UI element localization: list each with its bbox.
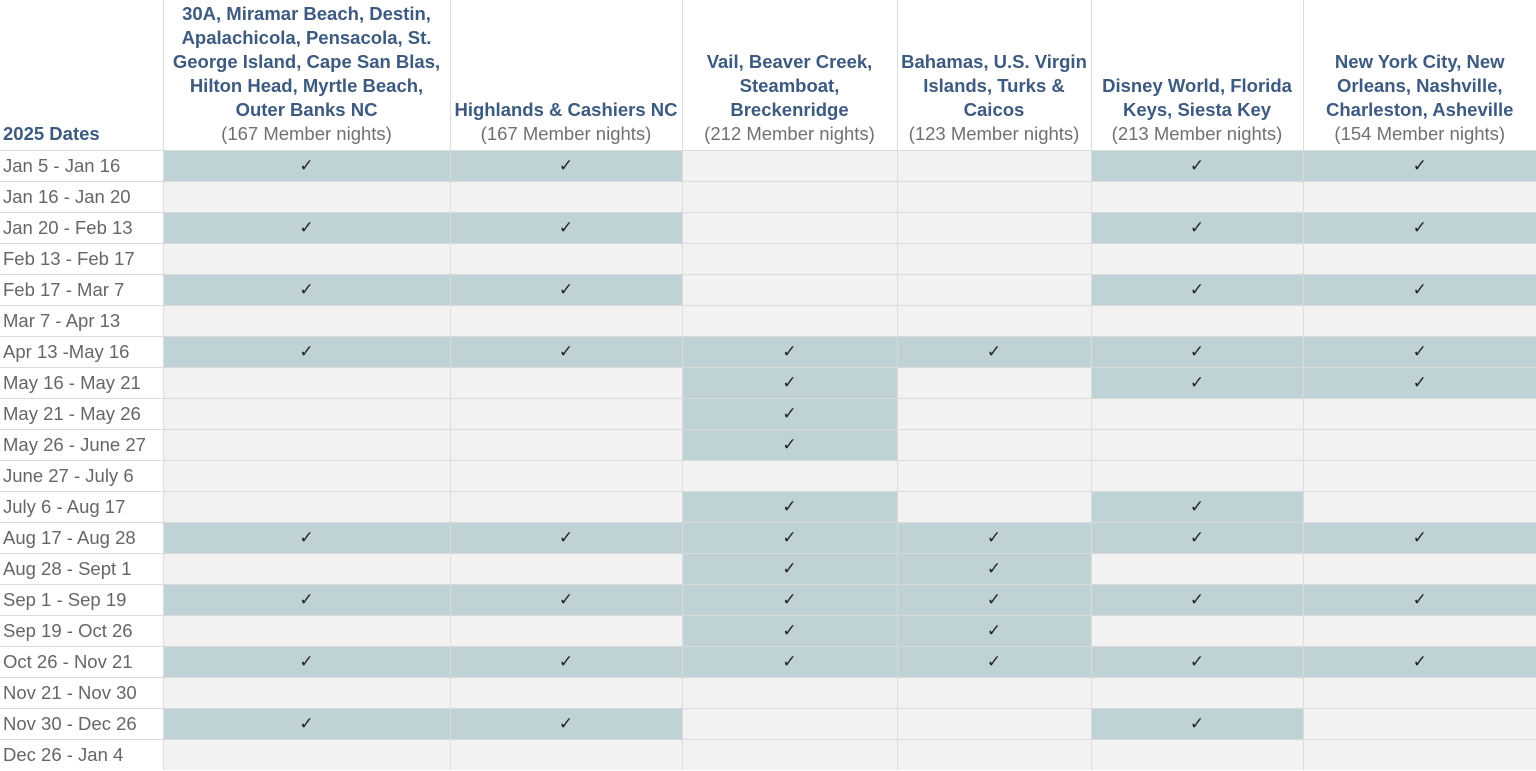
unavailable-cell xyxy=(897,461,1091,492)
unavailable-cell xyxy=(897,213,1091,244)
destination-name: Bahamas, U.S. Virgin Islands, Turks & Caicos xyxy=(901,51,1087,120)
unavailable-cell xyxy=(450,399,682,430)
unavailable-cell xyxy=(682,678,897,709)
check-icon: ✓ xyxy=(1412,156,1427,175)
available-cell xyxy=(450,585,682,616)
unavailable-cell xyxy=(163,678,450,709)
check-icon: ✓ xyxy=(986,621,1002,640)
date-range-cell: Oct 26 - Nov 21 xyxy=(0,647,163,678)
available-cell xyxy=(1091,709,1303,740)
check-icon: ✓ xyxy=(1189,373,1205,392)
check-icon: ✓ xyxy=(299,218,314,237)
unavailable-cell xyxy=(1303,740,1536,771)
unavailable-cell xyxy=(1091,554,1303,585)
unavailable-cell xyxy=(897,430,1091,461)
check-icon: ✓ xyxy=(558,714,574,733)
available-cell xyxy=(682,337,897,368)
table-row xyxy=(0,585,1536,616)
table-row xyxy=(0,523,1536,554)
check-icon: ✓ xyxy=(782,528,797,547)
header-row xyxy=(0,0,1536,151)
date-range-cell: Feb 13 - Feb 17 xyxy=(0,244,163,275)
date-range-cell: Jan 20 - Feb 13 xyxy=(0,213,163,244)
available-cell xyxy=(450,213,682,244)
check-icon: ✓ xyxy=(558,652,574,671)
table-row xyxy=(0,461,1536,492)
table-row xyxy=(0,275,1536,306)
date-range-cell: May 26 - June 27 xyxy=(0,430,163,461)
unavailable-cell xyxy=(682,709,897,740)
unavailable-cell xyxy=(163,740,450,771)
table-row xyxy=(0,213,1536,244)
available-cell xyxy=(682,492,897,523)
available-cell xyxy=(1303,585,1536,616)
unavailable-cell xyxy=(163,399,450,430)
date-range-cell: Aug 28 - Sept 1 xyxy=(0,554,163,585)
check-icon: ✓ xyxy=(1412,528,1427,547)
available-cell xyxy=(682,399,897,430)
unavailable-cell xyxy=(450,244,682,275)
date-range-cell: Sep 19 - Oct 26 xyxy=(0,616,163,647)
unavailable-cell xyxy=(450,306,682,337)
unavailable-cell xyxy=(163,306,450,337)
available-cell xyxy=(682,647,897,678)
available-cell xyxy=(450,275,682,306)
check-icon: ✓ xyxy=(1189,652,1205,671)
member-nights: (167 Member nights) xyxy=(221,123,392,144)
unavailable-cell xyxy=(1091,306,1303,337)
check-icon: ✓ xyxy=(986,652,1002,671)
unavailable-cell xyxy=(450,678,682,709)
check-icon: ✓ xyxy=(986,528,1002,547)
available-cell xyxy=(163,275,450,306)
check-icon: ✓ xyxy=(1189,156,1205,175)
check-icon: ✓ xyxy=(782,621,797,640)
available-cell xyxy=(1091,585,1303,616)
unavailable-cell xyxy=(163,554,450,585)
unavailable-cell xyxy=(1303,709,1536,740)
check-icon: ✓ xyxy=(299,342,314,361)
available-cell xyxy=(1303,151,1536,182)
check-icon: ✓ xyxy=(1189,714,1205,733)
destination-header-3 xyxy=(682,0,897,151)
check-icon: ✓ xyxy=(986,590,1002,609)
available-cell xyxy=(897,585,1091,616)
available-cell xyxy=(1303,213,1536,244)
unavailable-cell xyxy=(163,244,450,275)
unavailable-cell xyxy=(450,616,682,647)
destination-header-4 xyxy=(897,0,1091,151)
available-cell xyxy=(450,151,682,182)
destination-header-2 xyxy=(450,0,682,151)
unavailable-cell xyxy=(1303,244,1536,275)
unavailable-cell xyxy=(897,368,1091,399)
unavailable-cell xyxy=(163,461,450,492)
unavailable-cell xyxy=(163,430,450,461)
unavailable-cell xyxy=(163,368,450,399)
unavailable-cell xyxy=(682,461,897,492)
check-icon: ✓ xyxy=(1412,342,1427,361)
available-cell xyxy=(1091,151,1303,182)
unavailable-cell xyxy=(450,182,682,213)
available-cell xyxy=(1091,492,1303,523)
date-range-cell: Mar 7 - Apr 13 xyxy=(0,306,163,337)
check-icon: ✓ xyxy=(782,435,797,454)
member-nights: (212 Member nights) xyxy=(704,123,875,144)
check-icon: ✓ xyxy=(558,218,574,237)
unavailable-cell xyxy=(682,244,897,275)
unavailable-cell xyxy=(450,368,682,399)
available-cell xyxy=(450,647,682,678)
unavailable-cell xyxy=(1091,244,1303,275)
available-cell xyxy=(1091,647,1303,678)
available-cell xyxy=(682,430,897,461)
available-cell xyxy=(1303,368,1536,399)
check-icon: ✓ xyxy=(1412,373,1427,392)
date-range-cell: Apr 13 -May 16 xyxy=(0,337,163,368)
available-cell xyxy=(897,647,1091,678)
unavailable-cell xyxy=(1091,461,1303,492)
table-row xyxy=(0,306,1536,337)
available-cell xyxy=(1091,275,1303,306)
unavailable-cell xyxy=(1303,678,1536,709)
available-cell xyxy=(897,616,1091,647)
unavailable-cell xyxy=(450,430,682,461)
date-range-cell: Jan 5 - Jan 16 xyxy=(0,151,163,182)
available-cell xyxy=(682,585,897,616)
available-cell xyxy=(1303,523,1536,554)
check-icon: ✓ xyxy=(782,590,797,609)
destination-name: 30A, Miramar Beach, Destin, Apalachicola, Pensacola, St. George Island, Cape San Blas, Hilton Head, Myrtle Beach, Outer Banks NC xyxy=(172,3,441,120)
check-icon: ✓ xyxy=(782,559,797,578)
member-nights: (213 Member nights) xyxy=(1111,123,1283,144)
check-icon: ✓ xyxy=(1412,590,1427,609)
unavailable-cell xyxy=(1303,616,1536,647)
unavailable-cell xyxy=(1303,492,1536,523)
available-cell xyxy=(1303,337,1536,368)
check-icon: ✓ xyxy=(782,404,797,423)
check-icon: ✓ xyxy=(1412,218,1427,237)
available-cell xyxy=(1091,213,1303,244)
check-icon: ✓ xyxy=(1189,280,1205,299)
destination-header-1 xyxy=(163,0,450,151)
available-cell xyxy=(1303,647,1536,678)
unavailable-cell xyxy=(897,151,1091,182)
table-header xyxy=(0,0,1536,151)
check-icon: ✓ xyxy=(782,652,797,671)
unavailable-cell xyxy=(897,275,1091,306)
destination-name: Vail, Beaver Creek, Steamboat, Breckenridge xyxy=(706,51,873,120)
check-icon: ✓ xyxy=(782,342,797,361)
available-cell xyxy=(163,337,450,368)
check-icon: ✓ xyxy=(558,280,574,299)
table-row xyxy=(0,151,1536,182)
destination-name: New York City, New Orleans, Nashville, Charleston, Asheville xyxy=(1326,51,1514,120)
unavailable-cell xyxy=(682,151,897,182)
destination-header-5 xyxy=(1091,0,1303,151)
table-row xyxy=(0,182,1536,213)
member-nights: (123 Member nights) xyxy=(908,123,1080,144)
check-icon: ✓ xyxy=(1189,218,1205,237)
check-icon: ✓ xyxy=(986,559,1002,578)
available-cell xyxy=(897,337,1091,368)
date-range-cell: Aug 17 - Aug 28 xyxy=(0,523,163,554)
unavailable-cell xyxy=(897,492,1091,523)
available-cell xyxy=(682,368,897,399)
check-icon: ✓ xyxy=(558,156,574,175)
member-nights: (167 Member nights) xyxy=(480,123,652,144)
unavailable-cell xyxy=(897,399,1091,430)
date-range-cell: Feb 17 - Mar 7 xyxy=(0,275,163,306)
unavailable-cell xyxy=(1091,182,1303,213)
unavailable-cell xyxy=(897,678,1091,709)
unavailable-cell xyxy=(450,740,682,771)
unavailable-cell xyxy=(897,306,1091,337)
table-row xyxy=(0,430,1536,461)
check-icon: ✓ xyxy=(558,342,574,361)
available-cell xyxy=(163,709,450,740)
unavailable-cell xyxy=(897,182,1091,213)
check-icon: ✓ xyxy=(1412,652,1427,671)
unavailable-cell xyxy=(1091,430,1303,461)
date-range-cell: Nov 21 - Nov 30 xyxy=(0,678,163,709)
available-cell xyxy=(450,523,682,554)
table-row xyxy=(0,399,1536,430)
table-row xyxy=(0,616,1536,647)
date-range-cell: Jan 16 - Jan 20 xyxy=(0,182,163,213)
available-cell xyxy=(450,709,682,740)
date-range-cell: June 27 - July 6 xyxy=(0,461,163,492)
table-row xyxy=(0,678,1536,709)
available-cell xyxy=(163,151,450,182)
check-icon: ✓ xyxy=(299,156,314,175)
available-cell xyxy=(1091,368,1303,399)
available-cell xyxy=(1091,337,1303,368)
check-icon: ✓ xyxy=(1189,590,1205,609)
unavailable-cell xyxy=(450,492,682,523)
check-icon: ✓ xyxy=(1412,280,1427,299)
check-icon: ✓ xyxy=(299,590,314,609)
check-icon: ✓ xyxy=(986,342,1002,361)
available-cell xyxy=(897,523,1091,554)
available-cell xyxy=(1303,275,1536,306)
check-icon: ✓ xyxy=(299,280,314,299)
available-cell xyxy=(897,554,1091,585)
date-range-cell: Dec 26 - Jan 4 xyxy=(0,740,163,771)
available-cell xyxy=(163,647,450,678)
unavailable-cell xyxy=(682,213,897,244)
date-range-cell: Nov 30 - Dec 26 xyxy=(0,709,163,740)
available-cell xyxy=(682,554,897,585)
check-icon: ✓ xyxy=(1189,497,1205,516)
check-icon: ✓ xyxy=(1189,528,1205,547)
table-row xyxy=(0,554,1536,585)
table-row xyxy=(0,337,1536,368)
check-icon: ✓ xyxy=(1189,342,1205,361)
check-icon: ✓ xyxy=(782,373,797,392)
date-range-cell: Sep 1 - Sep 19 xyxy=(0,585,163,616)
check-icon: ✓ xyxy=(299,652,314,671)
unavailable-cell xyxy=(1303,182,1536,213)
table-row xyxy=(0,647,1536,678)
unavailable-cell xyxy=(450,461,682,492)
unavailable-cell xyxy=(682,182,897,213)
available-cell xyxy=(682,523,897,554)
member-nights: (154 Member nights) xyxy=(1334,123,1506,144)
available-cell xyxy=(163,523,450,554)
check-icon: ✓ xyxy=(782,497,797,516)
table-row xyxy=(0,368,1536,399)
check-icon: ✓ xyxy=(299,528,314,547)
unavailable-cell xyxy=(1303,430,1536,461)
available-cell xyxy=(450,337,682,368)
destination-header-6 xyxy=(1303,0,1536,151)
table-row xyxy=(0,709,1536,740)
unavailable-cell xyxy=(897,740,1091,771)
destination-name: Disney World, Florida Keys, Siesta Key xyxy=(1102,75,1292,120)
unavailable-cell xyxy=(163,182,450,213)
unavailable-cell xyxy=(682,275,897,306)
date-range-cell: July 6 - Aug 17 xyxy=(0,492,163,523)
table-row xyxy=(0,244,1536,275)
available-cell xyxy=(163,213,450,244)
check-icon: ✓ xyxy=(558,528,574,547)
unavailable-cell xyxy=(897,709,1091,740)
date-column-header xyxy=(0,0,163,151)
available-cell xyxy=(163,585,450,616)
unavailable-cell xyxy=(1303,399,1536,430)
date-range-cell: May 21 - May 26 xyxy=(0,399,163,430)
destination-name: Highlands & Cashiers NC xyxy=(454,99,678,120)
unavailable-cell xyxy=(682,306,897,337)
unavailable-cell xyxy=(897,244,1091,275)
unavailable-cell xyxy=(450,554,682,585)
table-row xyxy=(0,740,1536,771)
table-body xyxy=(0,151,1536,771)
date-range-cell: May 16 - May 21 xyxy=(0,368,163,399)
unavailable-cell xyxy=(163,492,450,523)
unavailable-cell xyxy=(163,616,450,647)
unavailable-cell xyxy=(682,740,897,771)
available-cell xyxy=(1091,523,1303,554)
unavailable-cell xyxy=(1091,616,1303,647)
unavailable-cell xyxy=(1091,399,1303,430)
unavailable-cell xyxy=(1303,461,1536,492)
check-icon: ✓ xyxy=(299,714,314,733)
unavailable-cell xyxy=(1303,554,1536,585)
date-column-title: 2025 Dates xyxy=(3,123,100,144)
unavailable-cell xyxy=(1303,306,1536,337)
unavailable-cell xyxy=(1091,740,1303,771)
unavailable-cell xyxy=(1091,678,1303,709)
available-cell xyxy=(682,616,897,647)
table-row xyxy=(0,492,1536,523)
check-icon: ✓ xyxy=(558,590,574,609)
